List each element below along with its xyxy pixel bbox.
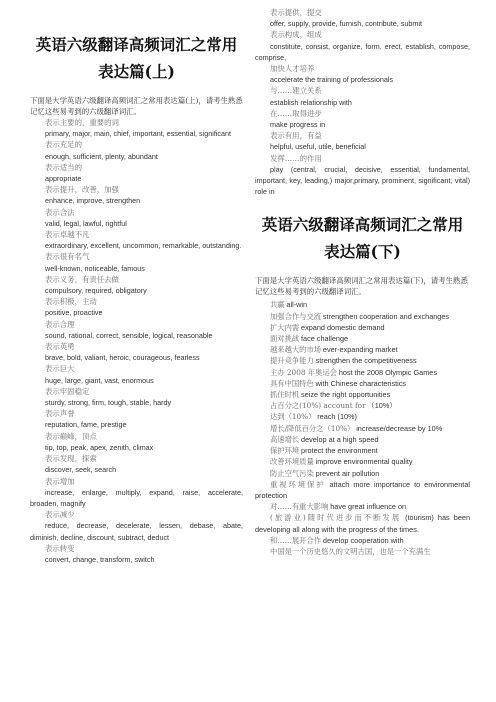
part2-phrase-list — [255, 299, 470, 557]
part1-entry-list-left — [30, 117, 243, 565]
entry-english: enough, sufficient, plenty, abundant — [45, 151, 158, 161]
phrase-english: strengthen the competitiveness — [315, 356, 417, 366]
phrase-pair — [255, 423, 470, 434]
phrase-chinese: 加强合作与交流 — [270, 311, 322, 321]
phrase-chinese: 中国是一个历史悠久的文明古国，也是一个充满生 — [270, 546, 431, 556]
phrase-chinese: 防止空气污染 — [270, 468, 314, 478]
phrase-pair — [255, 322, 470, 333]
phrase-chinese: 重视环境保护 — [270, 479, 326, 489]
phrase-chinese: 占百分之(10%) account for — [270, 401, 366, 411]
phrase-chinese: 主办 2008 年奥运会 — [270, 367, 337, 377]
entry-chinese: 表示合法 — [45, 207, 75, 217]
phrase-pair — [255, 344, 470, 355]
entry-english: sturdy, strong, firm, tough, stable, hardy — [45, 398, 172, 408]
entry-chinese: 表示合理 — [45, 319, 75, 329]
phrase-chinese: 高速增长 — [270, 434, 300, 444]
phrase-chinese: 具有中国特色 — [270, 378, 314, 388]
entry-chinese: 表示积极，主动 — [45, 297, 97, 307]
phrase-english: （10%） — [367, 401, 397, 411]
phrase-chinese: 达到（10%） — [270, 412, 316, 422]
phrase-pair — [255, 333, 470, 344]
entry-chinese: 表示巨大 — [45, 364, 75, 374]
phrase-english: have great influence on — [330, 502, 407, 512]
phrase-english: attach more importance to environmental protection — [255, 479, 471, 500]
entry-chinese: 表示巅峰，顶点 — [45, 431, 97, 441]
entry-english: make progress in — [270, 120, 326, 130]
entry-english: compulsory, required, obligatory — [45, 286, 147, 296]
entry-chinese: 表示很有名气 — [45, 252, 90, 262]
entry-english: reputation, fame, prestige — [45, 420, 127, 430]
entry-chinese: 在……取得进步 — [270, 108, 322, 118]
left-column — [30, 0, 243, 565]
phrase-pair — [255, 411, 470, 422]
entry-english: accelerate the training of professionals — [270, 75, 394, 85]
right-column — [255, 0, 470, 557]
entry-chinese: 表示声誉 — [45, 409, 75, 419]
phrase-pair — [255, 367, 470, 378]
entry-english: establish relationship with — [270, 97, 352, 107]
entry-chinese: 表示卓越不凡 — [45, 230, 90, 240]
entry-english: sound, rational, correct, sensible, logical, reasonable — [45, 330, 213, 340]
phrase-chinese: 增长/降低百分之（10%） — [270, 423, 355, 433]
entry-english: appropriate — [45, 174, 82, 184]
phrase-english: host the 2008 Olympic Games — [338, 367, 437, 377]
entry-chinese: 表示转变 — [45, 543, 75, 553]
part2-title-line1: 英语六级翻译高频词汇之常用 — [261, 215, 464, 235]
phrase-pair — [255, 512, 470, 534]
part2-intro: 下面是大学英语六级翻译高频词汇之常用表达篇(下)，请考生熟悉记忆这些易考到的六级翻译词汇。 — [255, 276, 468, 297]
phrase-chinese: 抓住时机 — [270, 390, 300, 400]
entry-english: constitute, consist, organize, form, erect, establish, compose, comprise, — [255, 41, 470, 62]
phrase-pair — [255, 400, 470, 411]
phrase-chinese: 和……展开合作 — [270, 535, 322, 545]
phrase-pair — [255, 445, 470, 456]
entry-english: play (central, crucial, decisive, essential, fundamental, important, key, leading,) major,primary, prominent, significant, vital) role in — [255, 164, 470, 197]
entry-chinese: 表示有用，有益 — [270, 131, 322, 141]
phrase-chinese: 对……有重大影响 — [270, 502, 329, 512]
entry-english: reduce, decrease, decelerate, lessen, debase, abate, diminish, decline, discount, subtract, deduct — [30, 521, 243, 542]
entry-english: primary, major, main, chief, important, essential, significant — [45, 129, 232, 139]
phrase-pair — [255, 535, 470, 546]
entry-chinese: 表示发现，探索 — [45, 454, 97, 464]
entry-chinese: 表示义务，有责任去做 — [45, 274, 119, 284]
entry-english: increase, enlarge, multiply, expand, raise, accelerate, broaden, magnify — [30, 487, 243, 508]
entry-english: tip, top, peak, apex, zenith, climax — [45, 442, 154, 452]
entry-english: convert, change, transform, switch — [45, 554, 155, 564]
phrase-english: improve environmental quality — [315, 457, 413, 467]
phrase-pair — [255, 456, 470, 467]
phrase-english: develop at a high speed — [301, 434, 379, 444]
entry-chinese: 发挥……的作用 — [270, 153, 322, 163]
entry-english: extraordinary, excellent, uncommon, remarkable, outstanding. — [45, 241, 242, 251]
phrase-chinese: 越来越大的市场 — [270, 345, 322, 355]
entry-chinese: 表示增加 — [45, 476, 75, 486]
phrase-pair — [255, 434, 470, 445]
phrase-english: increase/decrease by 10% — [356, 423, 443, 433]
entry-english: discover, seek, search — [45, 465, 117, 475]
phrase-pair — [255, 389, 470, 400]
phrase-chinese: (旅游业)随时代进步而不断发展 — [270, 513, 402, 523]
part2-title-line2: 表达篇(下) — [324, 242, 401, 262]
entry-english: enhance, improve, strengthen — [45, 196, 141, 206]
part1-intro: 下面是大学英语六级翻译高频词汇之常用表达篇(上)，请考生熟悉记忆这些易考到的六级翻译词汇。 — [30, 96, 243, 116]
phrase-english: with Chinese characteristics — [315, 378, 407, 388]
phrase-pair — [255, 468, 470, 479]
part1-entry-list-right — [255, 0, 470, 197]
entry-english: valid, legal, lawful, rightful — [45, 218, 127, 228]
phrase-pair — [255, 546, 470, 557]
entry-chinese: 表示减少 — [45, 510, 75, 520]
phrase-chinese: 面对挑战 — [270, 334, 300, 344]
phrase-pair — [255, 479, 470, 501]
entry-english: helpful, useful, utile, beneficial — [270, 142, 366, 152]
entry-chinese: 表示适当的 — [45, 162, 82, 172]
entry-chinese: 表示构成，组成 — [270, 30, 322, 40]
entry-chinese: 表示牢固稳定 — [45, 386, 90, 396]
phrase-english: expand domestic demand — [301, 322, 385, 332]
entry-english: huge, large, giant, vast, enormous — [45, 375, 154, 385]
phrase-chinese: 提升竞争能力 — [270, 356, 314, 366]
phrase-english: all-win — [286, 300, 308, 310]
phrase-english: face challenge — [301, 334, 349, 344]
phrase-chinese: 改善环境质量 — [270, 457, 314, 467]
entry-chinese: 表示英勇 — [45, 342, 75, 352]
phrase-chinese: 保护环境 — [270, 446, 300, 456]
entry-chinese: 表示主要的，重要的词 — [45, 118, 119, 127]
phrase-english: protect the environment — [301, 446, 378, 456]
phrase-pair — [255, 378, 470, 389]
part2-title — [255, 211, 470, 265]
entry-english: offer, supply, provide, furnish, contribute, submit — [270, 19, 422, 29]
phrase-english: develop cooperation with — [322, 535, 404, 545]
entry-chinese: 表示提升，改善，加强 — [45, 185, 119, 195]
entry-english: well-known, noticeable, famous — [45, 263, 145, 273]
part1-title-line2: 表达篇(上) — [98, 62, 175, 81]
phrase-english: strengthen cooperation and exchanges — [322, 311, 450, 321]
entry-chinese: 表示提供，提交 — [270, 8, 322, 17]
phrase-english: prevent air pollution — [315, 468, 380, 478]
phrase-english: seize the right opportunities — [301, 390, 391, 400]
phrase-chinese: 共赢 — [270, 300, 285, 310]
phrase-pair — [255, 501, 470, 512]
entry-chinese: 表示充足的 — [45, 140, 82, 150]
phrase-pair — [255, 355, 470, 366]
entry-english: brave, bold, valiant, heroic, courageous, fearless — [45, 353, 200, 363]
entry-english: positive, proactive — [45, 308, 103, 318]
entry-chinese: 加快人才培养 — [270, 64, 315, 74]
phrase-pair — [255, 311, 470, 322]
phrase-english: reach (10%) — [317, 412, 357, 422]
phrase-english: ever-expanding market — [322, 345, 398, 355]
part1-title — [30, 0, 243, 85]
phrase-chinese: 扩大内需 — [270, 322, 300, 332]
phrase-pair — [255, 299, 470, 310]
entry-chinese: 与……建立关系 — [270, 86, 322, 96]
part1-title-line1: 英语六级翻译高频词汇之常用 — [35, 35, 238, 54]
phrase-english: (tourism) has been developing all along with the progress of the times. — [255, 513, 470, 534]
